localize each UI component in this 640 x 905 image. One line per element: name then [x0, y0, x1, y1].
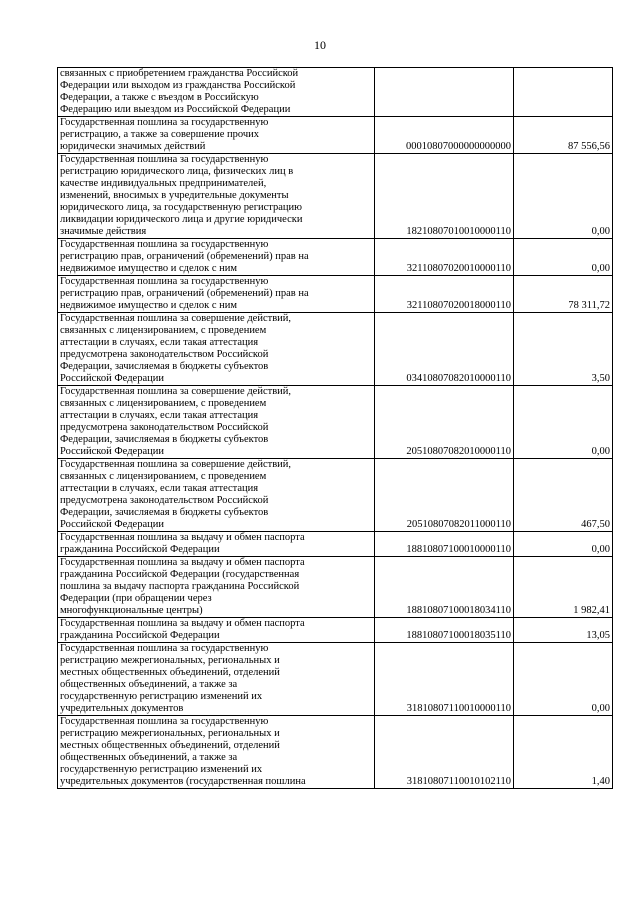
revenue-name-line: общественных объединений, а также за	[60, 679, 238, 690]
revenue-name-line: Государственная пошлина за государственную	[60, 716, 269, 727]
budget-code-cell: 18210807010010000110	[375, 154, 514, 239]
revenue-name-line: юридического лица, за государственную регистрацию	[60, 202, 302, 213]
revenue-name-line: юридически значимых действий	[60, 141, 206, 152]
table-row	[58, 716, 613, 789]
revenue-name-line: значимые действия	[60, 226, 147, 237]
revenue-name-line: связанных с лицензированием, с проведением	[60, 398, 267, 409]
revenue-name-line: Государственная пошлина за государственную	[60, 643, 269, 654]
revenue-name-line: Государственная пошлина за выдачу и обмен паспорта	[60, 532, 305, 543]
table-row	[58, 557, 613, 618]
revenue-name-line: Российской Федерации	[60, 446, 164, 457]
revenue-name-line: регистрацию прав, ограничений (обременений) прав на	[60, 288, 309, 299]
revenue-name-line: государственную регистрацию изменений их	[60, 691, 263, 702]
revenue-name-line: предусмотрена законодательством Российской	[60, 422, 269, 433]
revenue-name-line: Федерации или выходом из гражданства Российской	[60, 80, 296, 91]
revenue-name-line: Российской Федерации	[60, 373, 164, 384]
budget-code-cell: 32110807020018000110	[375, 276, 514, 313]
table-row	[58, 239, 613, 276]
revenue-name-line: Государственная пошлина за совершение действий,	[60, 386, 292, 397]
budget-code-cell: 03410807082010000110	[375, 313, 514, 386]
amount-cell: 467,50	[514, 459, 613, 532]
revenue-name-line: качестве индивидуальных предпринимателей,	[60, 178, 267, 189]
revenue-name-line: государственную регистрацию изменений их	[60, 764, 263, 775]
revenue-name-line: гражданина Российской Федерации (государственная	[60, 569, 300, 580]
revenue-name-cell	[58, 154, 375, 239]
revenue-name-cell	[58, 618, 375, 643]
amount-cell: 78 311,72	[514, 276, 613, 313]
revenue-name-line: Федерацию или выездом из Российской Федерации	[60, 104, 291, 115]
revenue-name-line: регистрацию межрегиональных, региональных и	[60, 655, 280, 666]
revenue-name-line: Государственная пошлина за государственную	[60, 117, 269, 128]
amount-cell: 87 556,56	[514, 117, 613, 154]
revenue-name-cell	[58, 68, 375, 117]
table-row	[58, 386, 613, 459]
revenue-name-line: гражданина Российской Федерации	[60, 630, 220, 641]
table-row	[58, 313, 613, 386]
revenue-name-line: учредительных документов	[60, 703, 184, 714]
revenue-name-line: Федерации, зачисляемая в бюджеты субъектов	[60, 434, 269, 445]
revenue-name-line: Государственная пошлина за выдачу и обмен паспорта	[60, 618, 305, 629]
amount-cell: 1,40	[514, 716, 613, 789]
revenue-name-line: Федерации, а также с въездом в Российскую	[60, 92, 259, 103]
revenue-name-cell	[58, 557, 375, 618]
revenue-name-cell	[58, 459, 375, 532]
revenue-name-line: гражданина Российской Федерации	[60, 544, 220, 555]
budget-code-cell: 18810807100018034110	[375, 557, 514, 618]
revenue-name-cell	[58, 239, 375, 276]
revenue-name-line: Государственная пошлина за совершение действий,	[60, 313, 292, 324]
table-row	[58, 276, 613, 313]
revenue-name-line: аттестации в случаях, если такая аттестация	[60, 337, 259, 348]
budget-code-cell: 31810807110010102110	[375, 716, 514, 789]
revenue-name-line: недвижимое имущество и сделок с ним	[60, 263, 238, 274]
amount-cell: 1 982,41	[514, 557, 613, 618]
revenue-name-line: Федерации, зачисляемая в бюджеты субъектов	[60, 361, 269, 372]
amount-cell: 13,05	[514, 618, 613, 643]
revenue-name-line: аттестации в случаях, если такая аттестация	[60, 410, 259, 421]
revenue-name-line: аттестации в случаях, если такая аттестация	[60, 483, 259, 494]
revenue-name-cell	[58, 532, 375, 557]
revenue-name-cell	[58, 313, 375, 386]
revenue-name-line: пошлина за выдачу паспорта гражданина Российской	[60, 581, 300, 592]
amount-cell	[514, 68, 613, 117]
budget-code-cell	[375, 68, 514, 117]
revenue-name-line: Государственная пошлина за государственную	[60, 239, 269, 250]
revenue-name-cell	[58, 117, 375, 154]
revenue-name-line: регистрацию прав, ограничений (обременений) прав на	[60, 251, 309, 262]
revenue-name-line: местных общественных объединений, отделений	[60, 740, 280, 751]
revenue-name-line: Государственная пошлина за государственную	[60, 276, 269, 287]
revenue-name-cell	[58, 386, 375, 459]
revenue-name-line: ликвидации юридического лица и другие юридически	[60, 214, 303, 225]
amount-cell: 0,00	[514, 154, 613, 239]
revenue-name-line: предусмотрена законодательством Российской	[60, 349, 269, 360]
table-row	[58, 618, 613, 643]
page-number: 10	[314, 38, 326, 52]
revenue-name-line: Федерации (при обращении через	[60, 593, 212, 604]
budget-code-cell: 20510807082010000110	[375, 386, 514, 459]
revenue-name-line: регистрацию межрегиональных, региональных и	[60, 728, 280, 739]
budget-code-cell: 18810807100010000110	[375, 532, 514, 557]
revenue-name-line: связанных с лицензированием, с проведением	[60, 471, 267, 482]
amount-cell: 0,00	[514, 386, 613, 459]
revenue-name-line: Государственная пошлина за совершение действий,	[60, 459, 292, 470]
revenue-name-line: предусмотрена законодательством Российской	[60, 495, 269, 506]
table-row	[58, 643, 613, 716]
table-row	[58, 459, 613, 532]
revenue-name-line: регистрацию юридического лица, физических лиц в	[60, 166, 294, 177]
amount-cell: 0,00	[514, 239, 613, 276]
budget-code-cell: 32110807020010000110	[375, 239, 514, 276]
amount-cell: 0,00	[514, 643, 613, 716]
revenue-name-cell	[58, 643, 375, 716]
revenue-name-line: Государственная пошлина за выдачу и обмен паспорта	[60, 557, 305, 568]
revenue-name-line: Российской Федерации	[60, 519, 164, 530]
revenue-name-line: Государственная пошлина за государственную	[60, 154, 269, 165]
table-row	[58, 68, 613, 117]
budget-code-cell: 31810807110010000110	[375, 643, 514, 716]
table-row	[58, 532, 613, 557]
amount-cell: 0,00	[514, 532, 613, 557]
revenue-name-cell	[58, 716, 375, 789]
table-row	[58, 117, 613, 154]
revenue-name-line: связанных с лицензированием, с проведением	[60, 325, 267, 336]
revenue-table-body	[58, 68, 613, 789]
revenue-name-line: изменений, вносимых в учредительные документы	[60, 190, 289, 201]
revenue-name-line: учредительных документов (государственная пошлина	[60, 776, 306, 787]
budget-code-cell: 00010807000000000000	[375, 117, 514, 154]
budget-code-cell: 20510807082011000110	[375, 459, 514, 532]
revenue-name-line: недвижимое имущество и сделок с ним	[60, 300, 238, 311]
revenue-name-line: Федерации, зачисляемая в бюджеты субъектов	[60, 507, 269, 518]
revenue-table	[57, 67, 613, 789]
budget-code-cell: 18810807100018035110	[375, 618, 514, 643]
revenue-name-cell	[58, 276, 375, 313]
revenue-name-line: местных общественных объединений, отделений	[60, 667, 280, 678]
table-row	[58, 154, 613, 239]
amount-cell: 3,50	[514, 313, 613, 386]
revenue-name-line: многофункциональные центры)	[60, 605, 203, 616]
revenue-name-line: общественных объединений, а также за	[60, 752, 238, 763]
revenue-name-line: регистрацию, а также за совершение прочих	[60, 129, 260, 140]
revenue-name-line: связанных с приобретением гражданства Российской	[60, 68, 299, 79]
